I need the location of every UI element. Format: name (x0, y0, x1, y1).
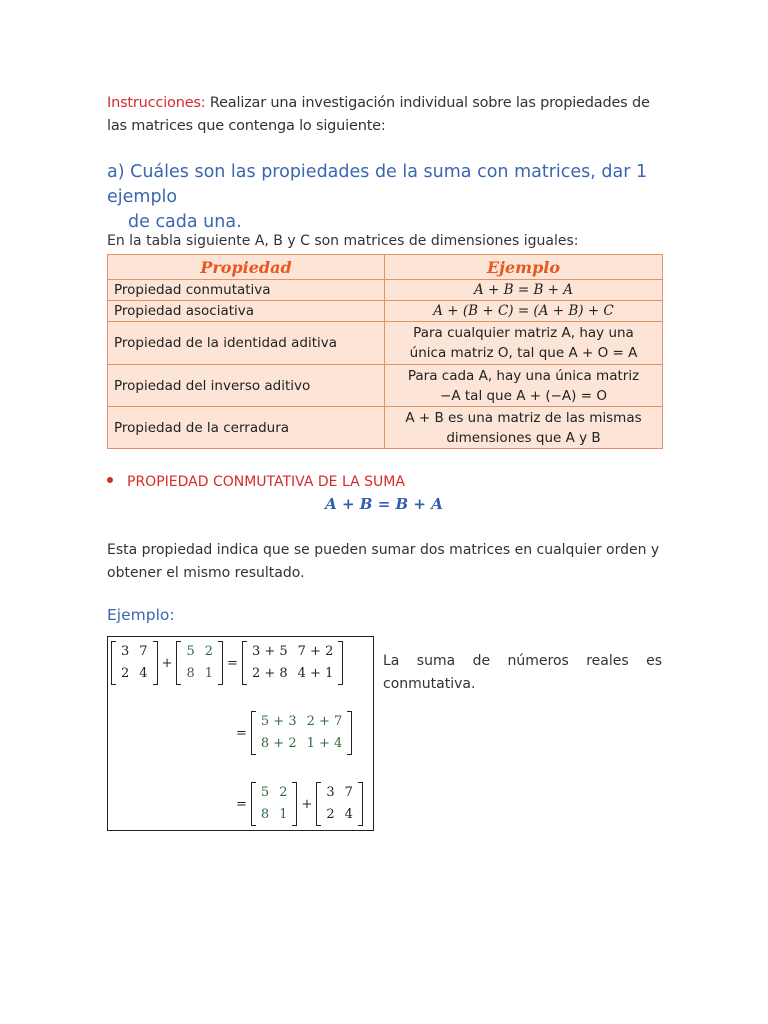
plus-sign: + (301, 796, 313, 812)
table-row (108, 301, 663, 322)
example-box (107, 636, 374, 831)
bullet-title: PROPIEDAD CONMUTATIVA DE LA SUMA (127, 474, 405, 490)
property-description: Esta propiedad indica que se pueden sumar dos matrices en cualquier orden y obtener el mismo resultado. (107, 542, 660, 581)
table-row (108, 365, 663, 407)
row-example-line1: Para cada A, hay una única matriz (407, 367, 640, 384)
properties-table (107, 254, 663, 449)
plus-sign: + (161, 655, 173, 671)
bullet-item (107, 474, 405, 490)
commutative-formula: A + B = B + A (325, 495, 443, 513)
row-property: Propiedad de la cerradura (108, 407, 385, 449)
row-property: Propiedad del inverso aditivo (108, 365, 385, 407)
equals-sign: = (236, 796, 247, 812)
example-heading: Ejemplo: (107, 606, 175, 624)
table-row (108, 280, 663, 301)
table-row (108, 322, 663, 365)
row-example-line1: Para cualquier matriz A, hay una (413, 325, 634, 341)
section-a-line1: a) Cuáles son las propiedades de la suma con matrices, dar 1 ejemplo (107, 162, 648, 207)
example-line-1 (111, 641, 343, 685)
side-note (383, 650, 662, 696)
table-intro: En la tabla siguiente A, B y C son matrices de dimensiones iguales: (107, 233, 579, 249)
bullet-dot-icon (107, 477, 113, 483)
table-row (108, 407, 663, 449)
equals-sign: = (236, 725, 247, 741)
row-property: Propiedad asociativa (108, 301, 385, 322)
instructions-text: Realizar una investigación individual sobre las propiedades de las matrices que contenga lo siguiente: (107, 95, 650, 134)
matrix-b: 5 2 8 1 (176, 641, 223, 685)
table-header-row (108, 255, 663, 280)
matrix-b: 5 2 8 1 (251, 782, 298, 826)
side-note-line2: conmutativa. (383, 676, 476, 692)
example-line-2 (232, 711, 352, 755)
side-note-line1: La suma de números reales es (383, 653, 662, 669)
row-example-line2: dimensiones que A y B (446, 429, 601, 446)
row-example-line2: única matriz O, tal que A + O = A (409, 345, 638, 361)
matrix-sum-ba: 5 + 3 2 + 7 8 + 2 1 + 4 (251, 711, 352, 755)
section-a-heading (107, 160, 677, 235)
row-example-line1: A + B es una matriz de las mismas (405, 409, 642, 426)
equals-sign: = (227, 655, 238, 671)
row-example: A + B = B + A (385, 280, 663, 301)
row-example: A + (B + C) = (A + B) + C (385, 301, 663, 322)
header-propiedad: Propiedad (108, 255, 385, 280)
row-example (385, 365, 663, 407)
matrix-sum-ab: 3 + 5 7 + 2 2 + 8 4 + 1 (242, 641, 343, 685)
instructions (107, 92, 667, 138)
section-a-line2: de cada una. (128, 212, 242, 232)
row-example (385, 407, 663, 449)
row-property: Propiedad conmutativa (108, 280, 385, 301)
matrix-a: 3 7 2 4 (316, 782, 363, 826)
header-ejemplo: Ejemplo (385, 255, 663, 280)
matrix-a: 3 7 2 4 (111, 641, 158, 685)
instructions-label: Instrucciones: (107, 95, 206, 111)
row-example-line2: −A tal que A + (−A) = O (440, 387, 607, 404)
row-property: Propiedad de la identidad aditiva (108, 322, 385, 365)
example-line-3 (232, 782, 363, 826)
row-example (385, 322, 663, 365)
